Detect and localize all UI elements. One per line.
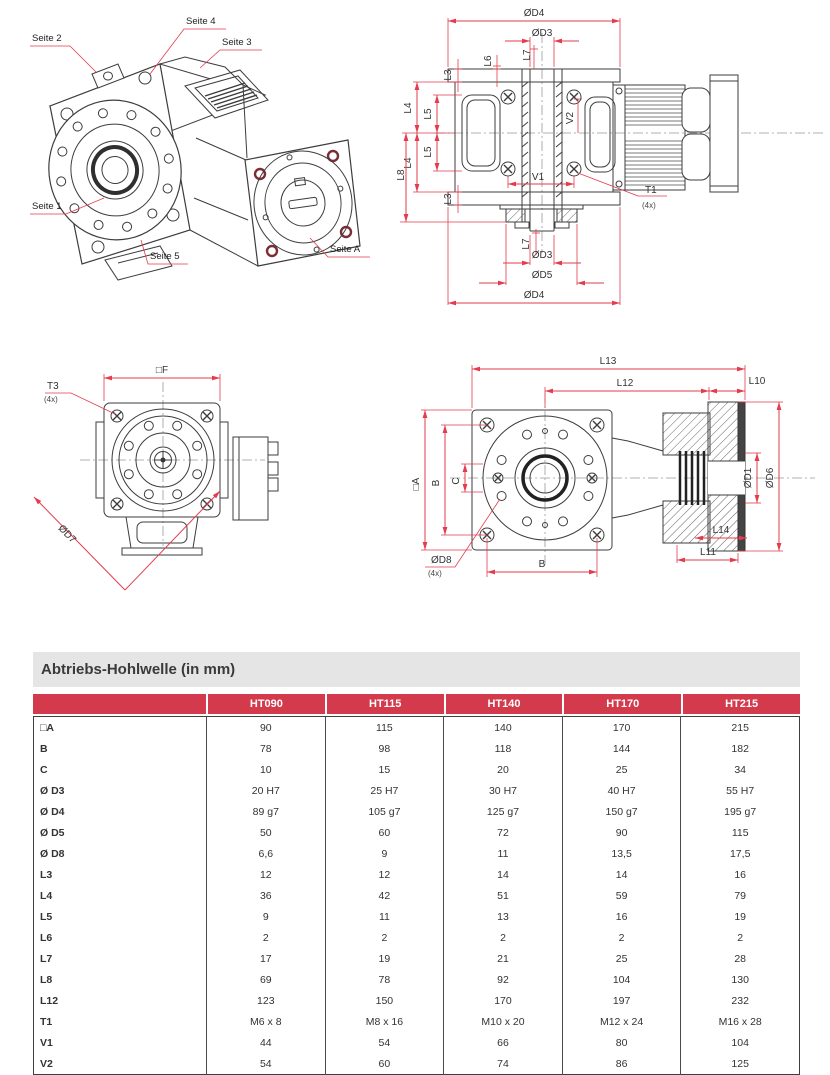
value-cell: 2 [737, 931, 744, 944]
table-row [34, 780, 800, 801]
row-label: L4 [34, 885, 207, 906]
row-label: L7 [34, 948, 207, 969]
value-cell: 16 [562, 906, 681, 927]
dimension-table-section [33, 652, 800, 1075]
face-view-dimensions [34, 365, 220, 590]
table-title-bar [33, 652, 800, 687]
dim-label-b-left: B [431, 479, 442, 487]
value-cell: 2 [207, 927, 326, 948]
value-cell: 89 g7 [207, 801, 326, 822]
row-label: L6 [34, 927, 207, 948]
value-cell: 69 [207, 969, 326, 990]
table-row [34, 1011, 800, 1032]
value-cell: 14 [444, 864, 563, 885]
seite-5-label: Seite 5 [150, 251, 180, 262]
value-cell: M8 x 16 [325, 1011, 444, 1032]
value-cell: 215 [731, 721, 749, 734]
value-cell: 16 [734, 868, 747, 881]
value-cell: M12 x 24 [562, 1011, 681, 1032]
value-cell: 25 [562, 948, 681, 969]
value-cell: 20 H7 [207, 780, 326, 801]
value-cell: 98 [325, 738, 444, 759]
table-row [34, 948, 800, 969]
dim-label-l3-bottom: L3 [443, 193, 454, 205]
row-label: C [34, 759, 207, 780]
table-row [34, 864, 800, 885]
value-cell: 54 [325, 1032, 444, 1053]
dim-label-l5-upper: L5 [423, 108, 434, 120]
column-header: HT170 [562, 694, 681, 714]
value-cell: 115 [325, 717, 444, 739]
row-label: L3 [34, 864, 207, 885]
value-cell: 13 [444, 906, 563, 927]
motor-assembly [613, 75, 738, 192]
value-cell: 9 [207, 906, 326, 927]
dim-label-t1: T1 [645, 185, 657, 196]
seite-3-label: Seite 3 [222, 37, 252, 48]
table-row [34, 990, 800, 1011]
value-cell: 123 [207, 990, 326, 1011]
table-title: Abtriebs-Hohlwelle (in mm) [41, 661, 236, 678]
dim-label-l4-lower: L4 [403, 157, 414, 169]
value-cell: 2 [325, 927, 444, 948]
iso-gearbox-illustration [10, 8, 380, 298]
value-cell: 115 [731, 826, 749, 839]
value-cell: 50 [207, 822, 326, 843]
value-cell: 19 [325, 948, 444, 969]
seite-1-label: Seite 1 [32, 201, 62, 212]
value-cell: 150 g7 [562, 801, 681, 822]
column-header: HT215 [681, 694, 800, 714]
value-cell: 105 g7 [325, 801, 444, 822]
dim-label-d1: ØD1 [743, 467, 754, 489]
value-cell: M10 x 20 [444, 1011, 563, 1032]
value-cell: 74 [444, 1053, 563, 1075]
value-cell: 15 [325, 759, 444, 780]
value-cell: 30 H7 [444, 780, 563, 801]
value-cell: 140 [444, 717, 563, 739]
dim-label-c: C [451, 477, 462, 485]
side-view-illustration [395, 353, 825, 608]
face-view-illustration [25, 358, 315, 613]
table-row [34, 738, 800, 759]
row-label: L8 [34, 969, 207, 990]
table-row [34, 1032, 800, 1053]
value-cell: 54 [207, 1053, 326, 1075]
value-cell: 40 H7 [562, 780, 681, 801]
seite-a-label: Seite A [330, 244, 361, 255]
value-cell: M6 x 8 [207, 1011, 326, 1032]
table-row [34, 717, 800, 739]
seite-4-label: Seite 4 [186, 16, 216, 27]
value-cell: 2 [444, 927, 563, 948]
housing-geometry [448, 69, 620, 231]
row-label: V2 [34, 1053, 207, 1075]
row-label: Ø D5 [34, 822, 207, 843]
value-cell: 86 [562, 1053, 681, 1075]
dim-label-d3-top: ØD3 [531, 28, 553, 39]
dim-label-l6: L6 [483, 55, 494, 67]
value-cell: 90 [562, 822, 681, 843]
table-body [34, 717, 800, 1075]
value-cell: 55 H7 [726, 784, 755, 797]
dimension-table [33, 716, 800, 1075]
row-label: Ø D3 [34, 780, 207, 801]
clamp-ribs [680, 451, 704, 505]
value-cell: 25 [562, 759, 681, 780]
dim-label-d5: ØD5 [531, 270, 553, 281]
value-cell: 182 [731, 742, 749, 755]
value-cell: M16 x 28 [718, 1015, 762, 1028]
value-cell: 104 [731, 1036, 749, 1049]
dim-label-t3: T3 [47, 381, 59, 392]
table-row [34, 969, 800, 990]
output-collar [500, 205, 583, 228]
dim-label-f: □F [155, 365, 169, 376]
dim-label-d6: ØD6 [765, 467, 776, 489]
table-row [34, 1053, 800, 1075]
column-header: HT140 [444, 694, 563, 714]
value-cell: 17 [207, 948, 326, 969]
dim-label-l3-top: L3 [443, 69, 454, 81]
dim-label-l12: L12 [616, 378, 634, 389]
dim-label-l7-bottom: L7 [521, 238, 532, 250]
dim-label-d8: ØD8 [431, 555, 452, 566]
dim-label-l11: L11 [700, 547, 716, 558]
value-cell: 150 [325, 990, 444, 1011]
value-cell: 104 [562, 969, 681, 990]
value-cell: 11 [325, 906, 444, 927]
value-cell: 36 [207, 885, 326, 906]
value-cell: 42 [325, 885, 444, 906]
dim-label-l4-upper: L4 [403, 102, 414, 114]
row-label: L5 [34, 906, 207, 927]
dim-label-l8: L8 [396, 169, 407, 181]
value-cell: 78 [325, 969, 444, 990]
value-cell: 92 [444, 969, 563, 990]
value-cell: 60 [325, 822, 444, 843]
dim-label-l5-lower: L5 [423, 146, 434, 158]
table-row [34, 885, 800, 906]
value-cell: 80 [562, 1032, 681, 1053]
table-row [34, 822, 800, 843]
table-header-row [33, 694, 800, 714]
value-cell: 17,5 [729, 847, 751, 860]
dim-label-v2: V2 [565, 111, 576, 125]
column-header-spacer [33, 694, 206, 714]
dim-label-a: □A [411, 477, 422, 491]
row-label: Ø D4 [34, 801, 207, 822]
value-cell: 51 [444, 885, 563, 906]
table-row [34, 843, 800, 864]
dim-label-d8-qty: (4x) [428, 569, 442, 578]
dim-label-t3-qty: (4x) [44, 395, 58, 404]
value-cell: 11 [444, 843, 563, 864]
value-cell: 90 [207, 717, 326, 739]
value-cell: 44 [207, 1032, 326, 1053]
value-cell: 195 g7 [724, 805, 757, 818]
front-section-illustration [395, 3, 825, 318]
value-cell: 197 [562, 990, 681, 1011]
dim-label-l14: L14 [712, 525, 730, 536]
face-view-drawing [25, 358, 315, 618]
value-cell: 12 [207, 864, 326, 885]
value-cell: 59 [562, 885, 681, 906]
dim-label-v1: V1 [531, 172, 545, 183]
value-cell: 78 [207, 738, 326, 759]
value-cell: 9 [325, 843, 444, 864]
front-section-view-drawing [395, 3, 825, 323]
dim-label-d7: ØD7 [55, 523, 78, 546]
value-cell: 60 [325, 1053, 444, 1075]
value-cell: 170 [562, 717, 681, 739]
row-label: V1 [34, 1032, 207, 1053]
value-cell: 144 [562, 738, 681, 759]
dim-label-l13: L13 [599, 356, 617, 367]
row-label: □A [34, 717, 207, 739]
value-cell: 66 [444, 1032, 563, 1053]
iso-view-drawing [10, 8, 380, 303]
column-header: HT090 [206, 694, 325, 714]
side-view-drawing [395, 353, 825, 613]
value-cell: 28 [734, 952, 747, 965]
value-cell: 118 [444, 738, 563, 759]
table-row [34, 927, 800, 948]
row-label: L12 [34, 990, 207, 1011]
dim-label-d4-bottom: ØD4 [523, 290, 545, 301]
value-cell: 130 [731, 973, 749, 986]
table-row [34, 906, 800, 927]
value-cell: 14 [562, 864, 681, 885]
seite-2-label: Seite 2 [32, 33, 62, 44]
value-cell: 232 [731, 994, 749, 1007]
value-cell: 21 [444, 948, 563, 969]
value-cell: 19 [734, 910, 747, 923]
row-label: B [34, 738, 207, 759]
value-cell: 170 [444, 990, 563, 1011]
value-cell: 72 [444, 822, 563, 843]
dim-label-t1-qty: (4x) [642, 201, 656, 210]
column-header: HT115 [325, 694, 444, 714]
value-cell: 25 H7 [325, 780, 444, 801]
value-cell: 20 [444, 759, 563, 780]
row-label: T1 [34, 1011, 207, 1032]
value-cell: 13,5 [562, 843, 681, 864]
value-cell: 125 [731, 1057, 749, 1070]
value-cell: 12 [325, 864, 444, 885]
value-cell: 6,6 [207, 843, 326, 864]
dim-label-l10: L10 [748, 376, 766, 387]
dim-label-b-bottom: B [538, 559, 546, 570]
table-row [34, 759, 800, 780]
value-cell: 79 [734, 889, 747, 902]
row-label: Ø D8 [34, 843, 207, 864]
table-row [34, 801, 800, 822]
value-cell: 10 [207, 759, 326, 780]
value-cell: 34 [734, 763, 747, 776]
value-cell: 2 [562, 927, 681, 948]
dim-label-d3-bottom: ØD3 [531, 250, 553, 261]
dim-label-l7-top: L7 [522, 49, 533, 61]
dim-label-d4-top: ØD4 [523, 8, 545, 19]
value-cell: 125 g7 [444, 801, 563, 822]
